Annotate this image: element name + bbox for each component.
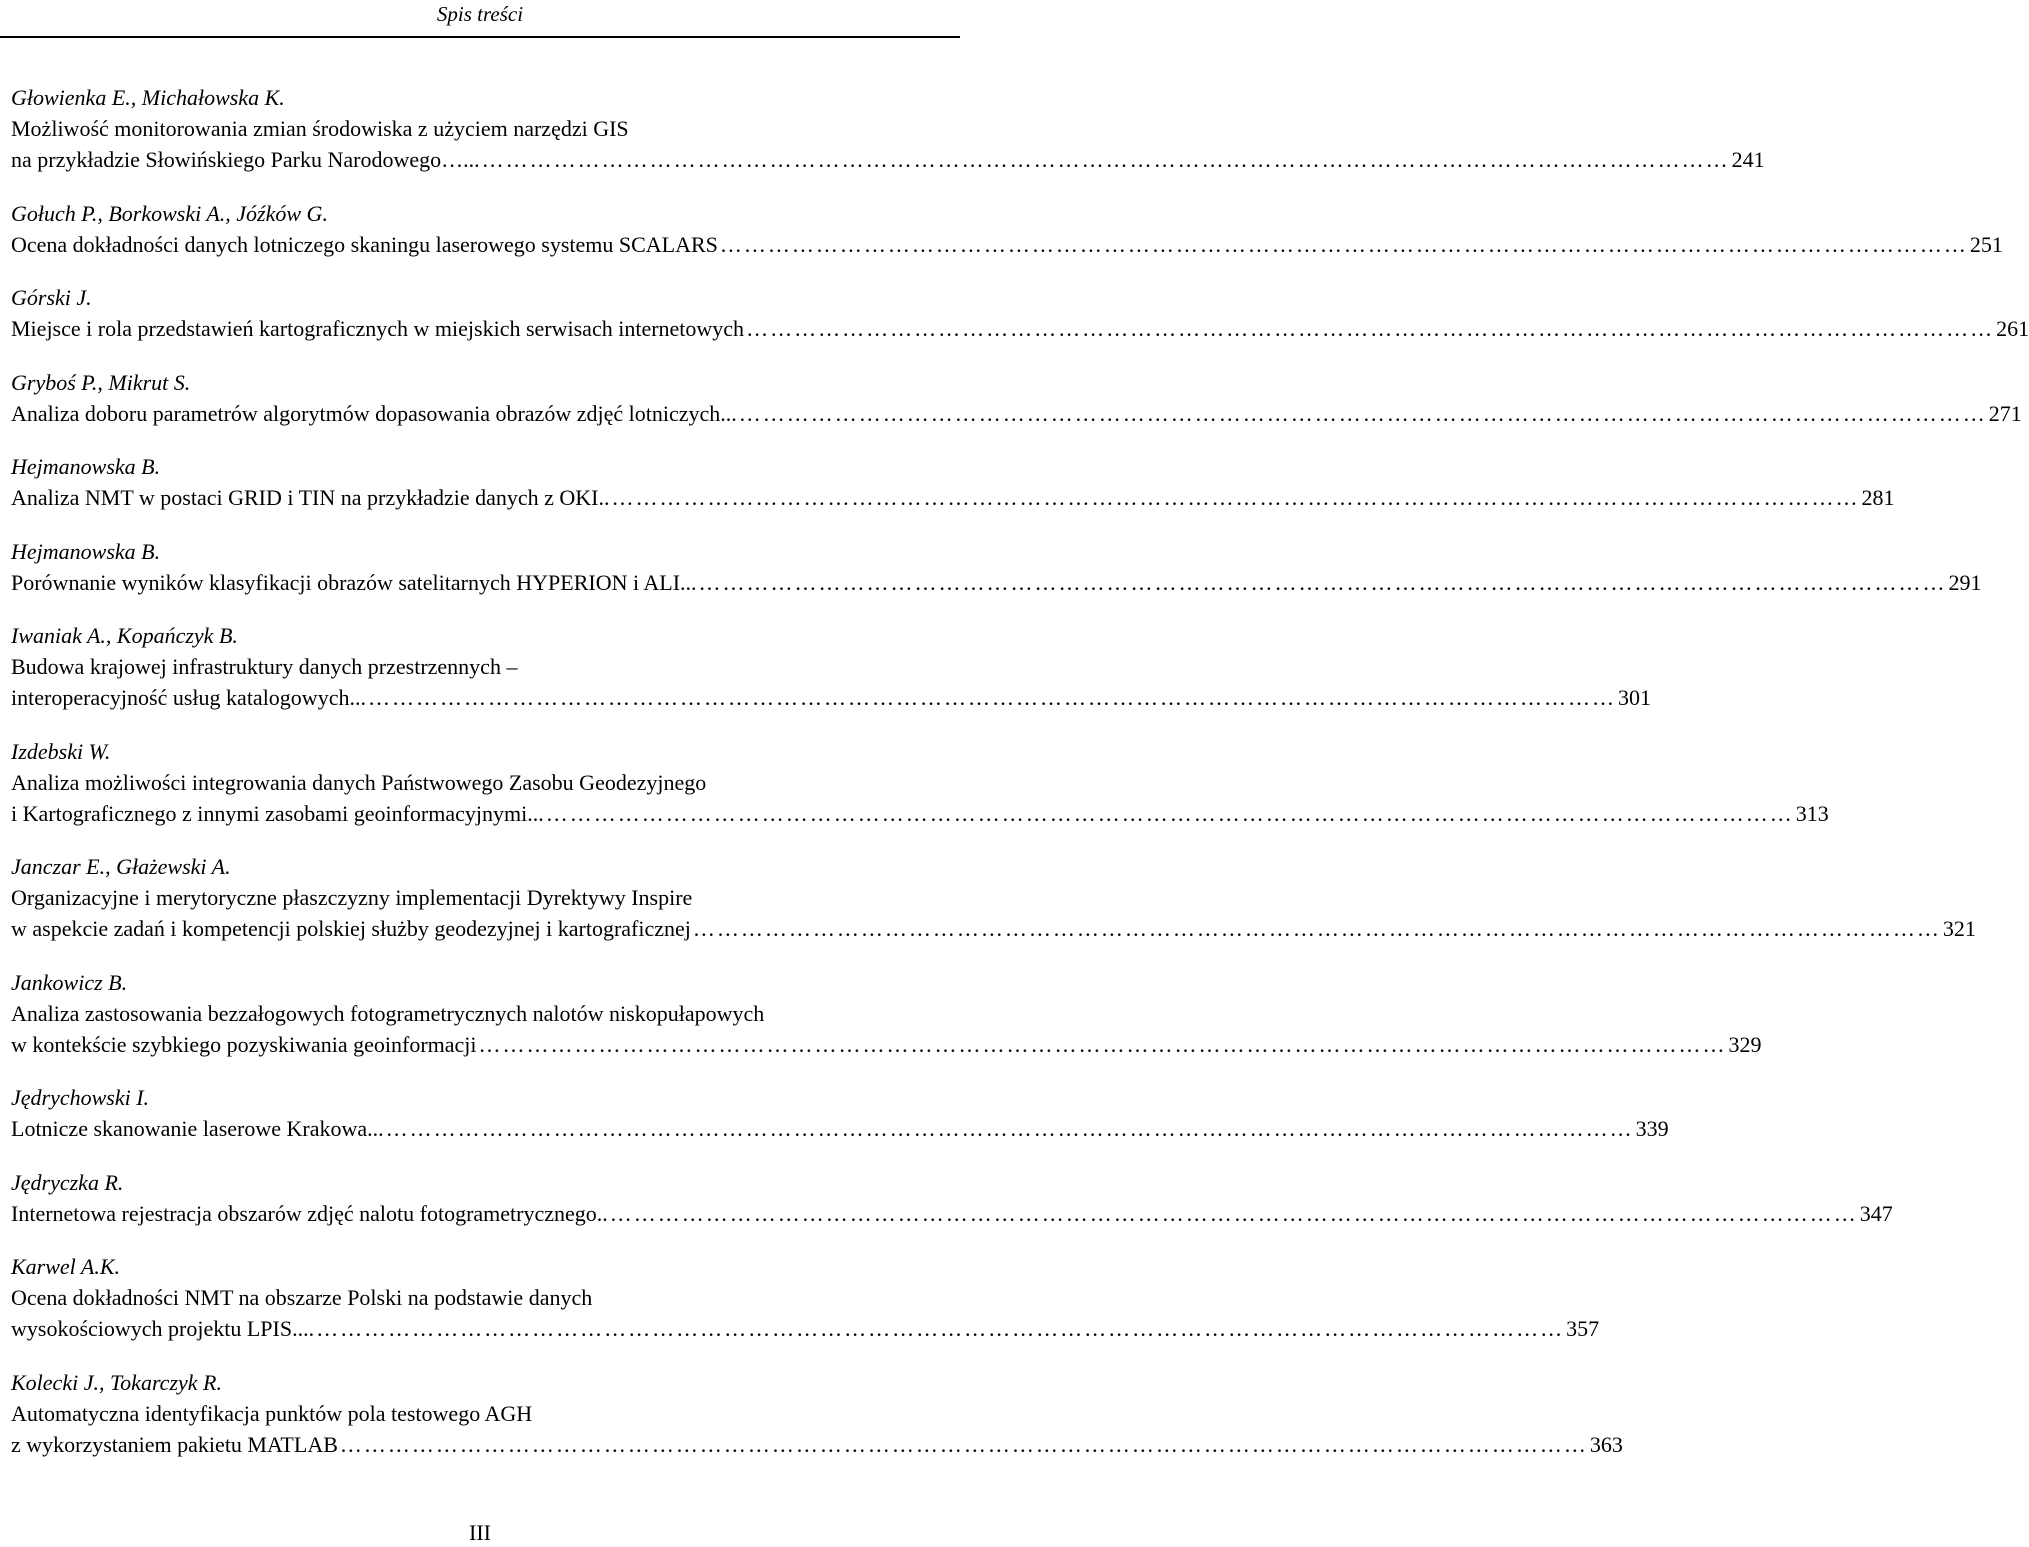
entry-title-with-page	[11, 144, 1765, 175]
entry-authors: Izdebski W.	[11, 738, 111, 764]
entry-authors: Głowienka E., Michałowska K.	[11, 85, 285, 110]
entry-page-number: 363	[1589, 1431, 1623, 1457]
entry-title-line: Miejsce i rola przedstawień kartograficznych w miejskich serwisach internetowych	[11, 316, 745, 341]
entry-authors: Jankowicz B.	[11, 969, 128, 995]
toc-entry	[11, 851, 1976, 944]
entry-title-line: Porównanie wyników klasyfikacji obrazów satelitarnych HYPERION i ALI...	[11, 569, 697, 595]
header-rule	[0, 36, 960, 38]
toc-entry	[11, 198, 2003, 260]
toc-entry	[11, 82, 1765, 175]
entry-authors: Górski J.	[11, 285, 92, 310]
entry-authors: Karwel A.K.	[11, 1254, 121, 1279]
entry-title-line: z wykorzystaniem pakietu MATLAB	[11, 1431, 338, 1457]
entry-title-with-page	[11, 1429, 1623, 1460]
entry-page-number: 291	[1948, 569, 1982, 595]
entry-title-with-page	[11, 567, 1982, 598]
toc-entry	[11, 367, 2022, 429]
entry-page-number: 329	[1728, 1031, 1762, 1057]
entry-page-number: 321	[1942, 916, 1976, 941]
toc-entry	[11, 1251, 1600, 1344]
entry-authors: Jędrychowski I.	[11, 1085, 150, 1110]
entry-page-number: 301	[1617, 685, 1651, 710]
toc-entry	[11, 1367, 1623, 1460]
entry-title-with-page	[11, 1198, 1893, 1229]
entry-title-line: Ocena dokładności danych lotniczego skaningu laserowego systemu SCALARS	[11, 231, 718, 257]
toc-entry	[11, 1082, 1669, 1144]
entry-title-with-page	[11, 1029, 1762, 1060]
toc-entry	[11, 451, 1895, 513]
table-of-contents	[11, 82, 2029, 1482]
toc-entry	[11, 282, 2029, 344]
entry-page-number: 347	[1859, 1200, 1893, 1226]
entry-title-with-page	[11, 682, 1651, 713]
entry-authors: Hejmanowska B.	[11, 538, 161, 564]
entry-page-number: 281	[1861, 485, 1895, 510]
entry-authors: Iwaniak A., Kopańczyk B.	[11, 623, 238, 648]
entry-title-with-page	[11, 482, 1895, 513]
dot-leader: …………………………………………………………………………………………………………………………………………	[545, 800, 1794, 826]
entry-title-with-page	[11, 798, 1829, 829]
dot-leader: …………………………………………………………………………………………………………………………………………	[738, 400, 1987, 426]
entry-page-number: 313	[1795, 800, 1829, 826]
dot-leader: …………………………………………………………………………………………………………………………………………	[385, 1116, 1634, 1141]
page-number: III	[469, 1520, 491, 1545]
entry-title-with-page	[11, 398, 2022, 429]
entry-authors: Gołuch P., Borkowski A., Jóźków G.	[11, 200, 328, 226]
toc-entry	[11, 736, 1829, 829]
entry-title-line: Analiza możliwości integrowania danych Państwowego Zasobu Geodezyjnego	[11, 769, 707, 795]
entry-page-number: 271	[1988, 400, 2022, 426]
dot-leader: …………………………………………………………………………………………………………………………………………	[339, 1431, 1588, 1457]
dot-leader: …………………………………………………………………………………………………………………………………………	[478, 1031, 1727, 1057]
dot-leader: …………………………………………………………………………………………………………………………………………	[611, 485, 1860, 510]
entry-title-line: Internetowa rejestracja obszarów zdjęć nalotu fotogrametrycznego..	[11, 1200, 608, 1226]
entry-page-number: 241	[1731, 147, 1765, 172]
entry-title-line: interoperacyjność usług katalogowych...	[11, 685, 366, 710]
entry-authors: Janczar E., Głażewski A.	[11, 854, 231, 879]
toc-entry	[11, 620, 1651, 713]
entry-authors: Hejmanowska B.	[11, 454, 161, 479]
dot-leader: …………………………………………………………………………………………………………………………………………	[609, 1200, 1858, 1226]
entry-title-line: Budowa krajowej infrastruktury danych przestrzennych –	[11, 654, 518, 679]
entry-authors: Jędryczka R.	[11, 1169, 124, 1195]
entry-page-number: 251	[1969, 231, 2003, 257]
entry-title-line: Analiza NMT w postaci GRID i TIN na przykładzie danych z OKI..	[11, 485, 610, 510]
entry-authors: Kolecki J., Tokarczyk R.	[11, 1369, 222, 1395]
entry-title-with-page	[11, 313, 2029, 344]
entry-title-line: Organizacyjne i merytoryczne płaszczyzny implementacji Dyrektywy Inspire	[11, 885, 693, 910]
entry-page-number: 357	[1566, 1316, 1600, 1341]
dot-leader: …………………………………………………………………………………………………………………………………………	[698, 569, 1947, 595]
entry-title-line: w aspekcie zadań i kompetencji polskiej służby geodezyjnej i kartograficznej	[11, 916, 691, 941]
entry-page-number: 339	[1635, 1116, 1669, 1141]
entry-title-line: Możliwość monitorowania zmian środowiska z użyciem narzędzi GIS	[11, 116, 629, 141]
entry-title-with-page	[11, 913, 1976, 944]
dot-leader: …………………………………………………………………………………………………………………………………………	[367, 685, 1616, 710]
entry-title-line: Lotnicze skanowanie laserowe Krakowa...	[11, 1116, 384, 1141]
entry-title-line: Analiza doboru parametrów algorytmów dopasowania obrazów zdjęć lotniczych...	[11, 400, 737, 426]
dot-leader: …………………………………………………………………………………………………………………………………………	[481, 147, 1730, 172]
entry-title-with-page	[11, 1313, 1600, 1344]
entry-title-line: wysokościowych projektu LPIS....	[11, 1316, 315, 1341]
entry-page-number: 261	[1996, 316, 2029, 341]
entry-title-line: Ocena dokładności NMT na obszarze Polski na podstawie danych	[11, 1285, 593, 1310]
entry-title-line: w kontekście szybkiego pozyskiwania geoinformacji	[11, 1031, 477, 1057]
entry-title-line: na przykładzie Słowińskiego Parku Narodowego…...	[11, 147, 480, 172]
entry-authors: Gryboś P., Mikrut S.	[11, 369, 191, 395]
dot-leader: …………………………………………………………………………………………………………………………………………	[692, 916, 1941, 941]
entry-title-line: i Kartograficznego z innymi zasobami geoinformacyjnymi...	[11, 800, 544, 826]
dot-leader: …………………………………………………………………………………………………………………………………………	[746, 316, 1995, 341]
dot-leader: …………………………………………………………………………………………………………………………………………	[719, 231, 1968, 257]
toc-entry	[11, 536, 1982, 598]
entry-title-with-page	[11, 1113, 1669, 1144]
entry-title-line: Automatyczna identyfikacja punktów pola testowego AGH	[11, 1400, 533, 1426]
running-head: Spis treści	[436, 2, 524, 26]
entry-title-line: Analiza zastosowania bezzałogowych fotogrametrycznych nalotów niskopułapowych	[11, 1000, 765, 1026]
entry-title-with-page	[11, 229, 2003, 260]
dot-leader: …………………………………………………………………………………………………………………………………………	[316, 1316, 1565, 1341]
toc-entry	[11, 967, 1762, 1060]
toc-entry	[11, 1167, 1893, 1229]
